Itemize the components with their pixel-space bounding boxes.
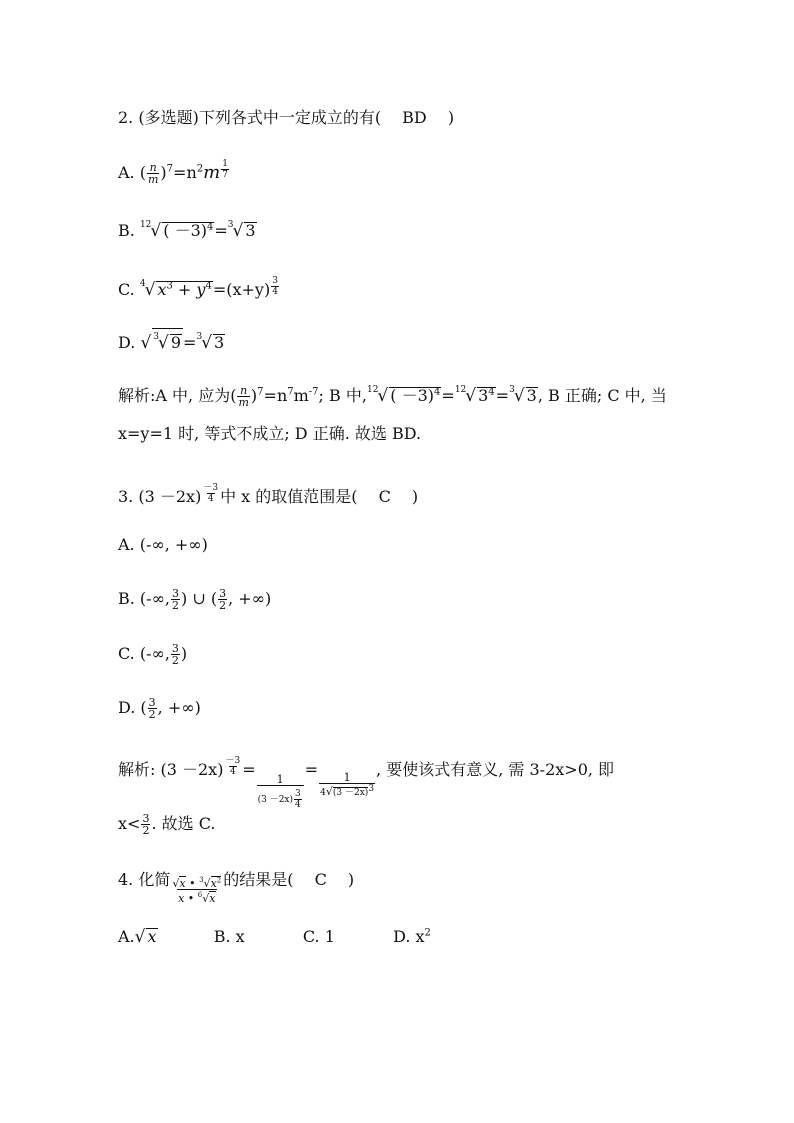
q3-option-d-b: , +∞) xyxy=(157,698,201,717)
q2-b-rhs-radicand: 3 xyxy=(245,221,256,240)
q2-c-rhs: =(x+y) xyxy=(212,280,271,299)
q3-option-c xyxy=(118,643,187,666)
q3-option-c-b: ) xyxy=(180,644,188,663)
q4-option-b: B. x xyxy=(213,927,245,946)
q2-a-paren: ( $\frac{n}{m}$ ) xyxy=(139,161,167,186)
q3-option-d-a: D. ( xyxy=(118,698,147,717)
q2-sol-text-d: ; B 中, xyxy=(318,386,367,405)
q3-sol-l2b: . 故选 C. xyxy=(151,814,216,833)
q3-stem xyxy=(118,484,418,507)
q2-b-eq: = xyxy=(214,221,228,240)
q4-option-c: C. 1 xyxy=(302,927,335,946)
q3-solution-line1: 解析: (3 －2x) $\frac{-3}{4}$ = 1 (3 －2x) $\frac{3}{4}$ = $\frac{1}{4√(3 -2x)^3}$ , 要使该式有意义, 需 3-2x>0, 即 xyxy=(118,756,615,810)
q3-c-frac: $\frac{3}{2}$ xyxy=(171,642,179,667)
q4-option-d: D. $x^2$ xyxy=(393,927,431,946)
q2-d-rhs: 3 xyxy=(214,333,225,352)
q2-stem xyxy=(118,108,454,128)
q3-option-b-c: , +∞) xyxy=(228,589,272,608)
q2-option-a-label: A. xyxy=(118,163,135,182)
q3-sol-frac1: 1 (3 －2x) $\frac{3}{4}$ xyxy=(257,774,304,810)
q2-stem-text: 2. (多选题)下列各式中一定成立的有( BD ) xyxy=(118,108,455,127)
q2-option-a: A. ( $\frac{n}{m}$ )$^7=n^2m$ $\frac{1}{7}$ xyxy=(118,159,228,186)
q2-solution-line2 xyxy=(118,424,421,444)
q2-sol-text-e: , B 正确; C 中, 当 xyxy=(537,386,667,405)
q2-sol-text-b: =n xyxy=(263,386,288,405)
q3-sol-b: , 要使该式有意义, 需 3-2x>0, 即 xyxy=(376,760,615,779)
q3-option-c-a: C. (-∞, xyxy=(118,644,170,663)
q2-c-index: 4 xyxy=(139,279,146,289)
q4-option-a: A.√ x xyxy=(118,927,157,947)
q3-d-frac: $\frac{3}{2}$ xyxy=(148,696,156,721)
q3-option-a xyxy=(118,535,208,555)
q2-option-d: D. √ $^3$√ 9 =$^3$√ 3 xyxy=(118,327,225,353)
q3-option-b xyxy=(118,588,271,611)
q3-option-a-text: A. (-∞, +∞) xyxy=(118,535,208,554)
q2-option-d-label: D. xyxy=(118,333,136,352)
q2-option-c-label: C. xyxy=(118,280,135,299)
q2-a-mexp: $\frac{1}{7}$ xyxy=(222,159,228,180)
q2-d-radicand: $^3$√ 9 xyxy=(152,328,183,351)
q3-sol-a: 解析: (3 －2x) xyxy=(118,760,224,779)
q4-stem xyxy=(118,870,354,904)
q4-stem-b: 的结果是( C ) xyxy=(223,870,355,889)
q2-a-frac: $\frac{n}{m}$ xyxy=(147,161,159,186)
q3-sol-frac3: $\frac{3}{2}$ xyxy=(142,812,150,837)
q3-sol-frac2: $\frac{1}{4√(3 -2x)^3}$ xyxy=(320,771,375,798)
q2-c-exp: $\frac{3}{4}$ xyxy=(272,276,278,297)
q2-sol-line2-text: x=y=1 时, 等式不成立; D 正确. 故选 BD. xyxy=(118,424,422,443)
q4-frac: $\frac{√x • ^3√x^2}{x • ^6√x}$ xyxy=(172,876,222,905)
q3-b-frac2: $\frac{3}{2}$ xyxy=(219,587,227,612)
q3-option-b-a: B. (-∞, xyxy=(118,589,170,608)
q3-sol-exp: $\frac{-3}{4}$ xyxy=(225,756,241,777)
q2-solution-line1: 解析:A 中, 应为( $\frac{n}{m}$ )$^7=n^7m^{-7}$; B 中,$^{12}$√ ( －3)$^4$=$^{12}$√ $3^4=^3√$ 3, B 正确; C 中, 当 xyxy=(118,384,667,409)
q3-sol-l2a: x< xyxy=(118,814,141,833)
q4-stem-a: 4. 化简 xyxy=(118,870,171,889)
q3-stem-b: 中 x 的取值范围是( C ) xyxy=(220,487,419,506)
q2-option-c: C. $^4$√ $x^3 + y^4=(x+y)$ $\frac{3}{4}$ xyxy=(118,276,278,300)
q2-sol-frac: $\frac{n}{m}$ xyxy=(238,384,249,409)
q2-sol-text-c: m xyxy=(293,386,309,405)
q2-c-radicand: $x^3 + y^4$ xyxy=(157,280,212,299)
q2-a-eq: =n xyxy=(173,163,197,182)
q2-option-b-label: B. xyxy=(118,221,135,240)
q2-sol-text-a: 解析:A 中, 应为 xyxy=(118,386,231,405)
q3-stem-exp: $\frac{-3}{4}$ xyxy=(203,483,219,504)
q3-stem-a: 3. (3 －2x) xyxy=(118,487,202,506)
q3-b-frac1: $\frac{3}{2}$ xyxy=(172,587,179,612)
q3-solution-line2 xyxy=(118,813,215,836)
q3-option-b-b: ) ∪ ( xyxy=(181,589,218,608)
q4-options xyxy=(118,927,431,947)
q2-b-index: 12 xyxy=(139,220,152,230)
q3-option-d xyxy=(118,697,201,720)
q2-option-b: B. $^{12}$√ ( －3)$^4$=$^3$√ 3 xyxy=(118,220,256,241)
q2-b-radicand: ( －3)$^4$ xyxy=(163,221,214,240)
